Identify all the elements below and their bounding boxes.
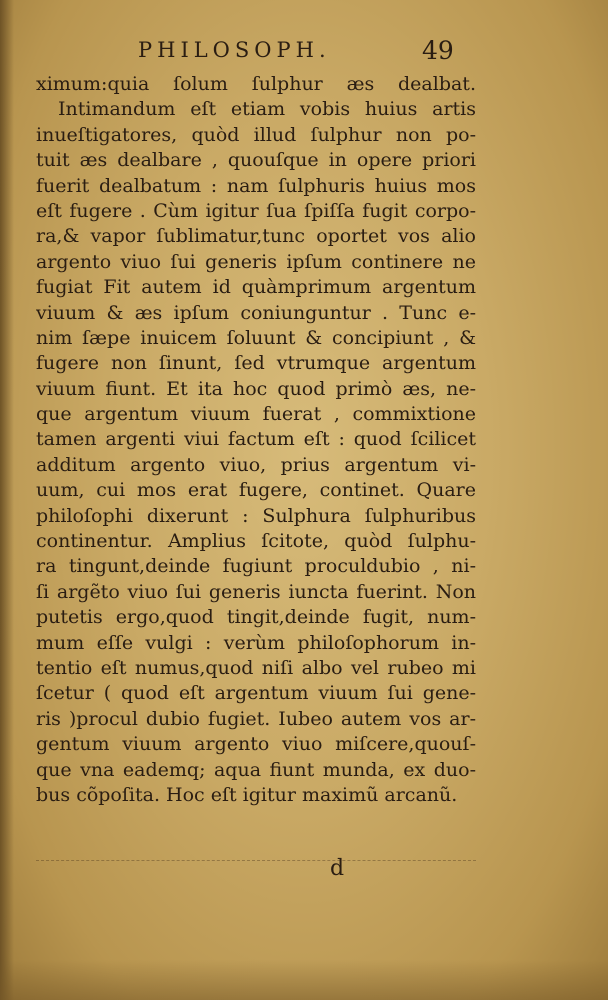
signature-mark: d [330, 856, 345, 881]
text-line: tuit æs dealbare , quouſque in opere priori [36, 149, 476, 172]
text-line: nim ſæpe inuicem ſoluunt & concipiunt , & [36, 326, 476, 349]
text-line: eſt fugere . Cùm igitur ſua ſpiſſa fugit corpo- [36, 199, 476, 222]
text-line: bus cõpoſita. Hoc eſt igitur maximũ arcanũ. [36, 783, 458, 806]
text-line: philoſophi dixerunt : Sulphura ſulphuribus [36, 504, 476, 527]
page-header [0, 36, 608, 72]
text-line: que vna eademq; aqua fiunt munda, ex duo- [36, 758, 476, 781]
text-line: ra,& vapor ſublimatur,tunc oportet vos alio [36, 225, 476, 248]
text-line: fuerit dealbatum : nam ſulphuris huius mos [36, 174, 476, 197]
body-text [36, 72, 476, 808]
text-line: viuum fiunt. Et ita hoc quod primò æs, ne- [36, 377, 476, 400]
text-line: mum eſſe vulgi : verùm philoſophorum in- [36, 631, 476, 654]
text-line: ris )procul dubio fugiet. Iubeo autem vos ar- [36, 707, 476, 730]
text-line: continentur. Amplius ſcitote, quòd ſulphu- [36, 530, 476, 553]
page-number: 49 [422, 36, 454, 65]
text-line: ximum:quia ſolum ſulphur æs dealbat. [36, 73, 476, 95]
running-head: PHILOSOPH. [138, 38, 331, 62]
text-line: ſcetur ( quod eſt argentum viuum ſui gene- [36, 682, 476, 705]
text-line: Intimandum eſt etiam vobis huius artis [58, 98, 476, 121]
page-shadow-bottom [0, 960, 608, 1000]
text-line: tentio eſt numus,quod niſi albo vel rubeo mi [36, 656, 476, 679]
page-shadow-left [0, 0, 14, 1000]
text-line: additum argento viuo, prius argentum vi- [36, 453, 476, 476]
text-line: ſi argẽto viuo ſui generis iuncta fuerint. Non [36, 580, 476, 603]
text-line: que argentum viuum fuerat , commixtione [36, 403, 476, 426]
text-line: uum, cui mos erat fugere, continet. Quare [36, 479, 476, 502]
text-line: putetis ergo,quod tingit,deinde fugit, num- [36, 606, 476, 629]
text-line: ra tingunt,deinde fugiunt proculdubio , ni- [36, 555, 476, 578]
text-line: fugere non ſinunt, ſed vtrumque argentum [36, 352, 476, 375]
text-line: viuum & æs ipſum coniunguntur . Tunc e- [36, 301, 476, 324]
text-line: tamen argenti viui factum eſt : quod ſcilicet [36, 428, 476, 451]
text-line: fugiat Fit autem id quàmprimum argentum [36, 276, 476, 299]
text-line: argento viuo ſui generis ipſum continere ne [36, 250, 476, 273]
text-line: gentum viuum argento viuo miſcere,quouſ- [36, 733, 476, 756]
text-line: inueſtigatores, quòd illud ſulphur non po- [36, 123, 476, 146]
footer-rule [36, 860, 476, 862]
